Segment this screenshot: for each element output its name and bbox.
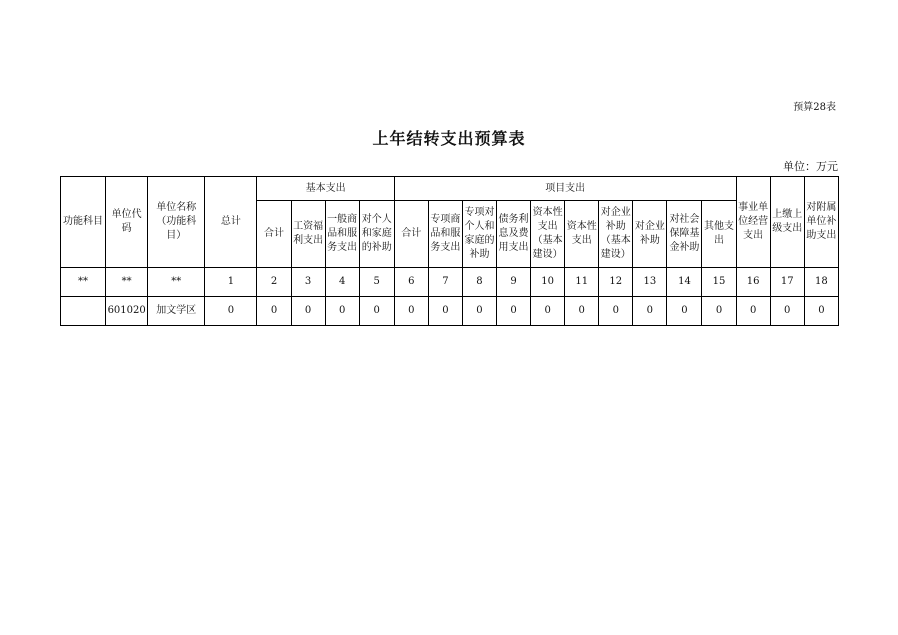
- cell-value: 0: [394, 297, 428, 326]
- page-title: 上年结转支出预算表: [372, 129, 526, 148]
- numbering-cell: 12: [599, 268, 633, 297]
- numbering-cell: 3: [291, 268, 325, 297]
- header-business-expense: 事业单位经营支出: [736, 177, 770, 268]
- cell-value: 0: [633, 297, 667, 326]
- header-project-capital-construction: 资本性支出（基本建设）: [531, 201, 565, 268]
- form-number: 预算28表: [793, 102, 836, 113]
- budget-table: [60, 176, 839, 326]
- cell-value: 0: [599, 297, 633, 326]
- numbering-cell: 16: [736, 268, 770, 297]
- header-basic-total: 合计: [257, 201, 291, 268]
- cell-value: 0: [205, 297, 257, 326]
- numbering-cell: 13: [633, 268, 667, 297]
- numbering-cell: 6: [394, 268, 428, 297]
- header-project-individual: 专项对个人和家庭的补助: [462, 201, 496, 268]
- numbering-cell: 2: [257, 268, 291, 297]
- numbering-cell: 4: [325, 268, 359, 297]
- numbering-cell: **: [148, 268, 205, 297]
- numbering-cell: 1: [205, 268, 257, 297]
- header-basic-goods: 一般商品和服务支出: [325, 201, 359, 268]
- numbering-cell: 8: [462, 268, 496, 297]
- numbering-cell: 7: [428, 268, 462, 297]
- table-row: [61, 297, 839, 326]
- header-basic-group: 基本支出: [257, 177, 394, 201]
- header-unit-name: 单位名称（功能科目）: [148, 177, 205, 268]
- cell-value: 0: [428, 297, 462, 326]
- cell-value: 0: [531, 297, 565, 326]
- header-basic-individual: 对个人和家庭的补助: [359, 201, 394, 268]
- header-project-other: 其他支出: [702, 201, 736, 268]
- cell-value: 0: [702, 297, 736, 326]
- cell-unit-name: 加文学区: [148, 297, 205, 326]
- header-project-goods: 专项商品和服务支出: [428, 201, 462, 268]
- numbering-row: [61, 268, 839, 297]
- cell-value: 0: [257, 297, 291, 326]
- header-project-total: 合计: [394, 201, 428, 268]
- numbering-cell: 11: [565, 268, 599, 297]
- cell-value: 0: [804, 297, 838, 326]
- numbering-cell: 10: [531, 268, 565, 297]
- header-basic-wages: 工资福利支出: [291, 201, 325, 268]
- numbering-cell: 9: [497, 268, 531, 297]
- header-project-debt: 债务利息及费用支出: [497, 201, 531, 268]
- cell-unit-code: 601020: [106, 297, 148, 326]
- numbering-cell: 18: [804, 268, 838, 297]
- header-subsidiary-subsidy: 对附属单位补助支出: [804, 177, 838, 268]
- header-func-subject: 功能科目: [61, 177, 106, 268]
- cell-value: 0: [667, 297, 702, 326]
- unit-label: 单位：万元: [783, 160, 838, 173]
- header-project-enterprise: 对企业补助: [633, 201, 667, 268]
- header-unit-code: 单位代码: [106, 177, 148, 268]
- cell-value: 0: [497, 297, 531, 326]
- numbering-cell: 14: [667, 268, 702, 297]
- numbering-cell: 15: [702, 268, 736, 297]
- numbering-cell: **: [106, 268, 148, 297]
- header-remit-superior: 上缴上级支出: [770, 177, 804, 268]
- cell-value: 0: [736, 297, 770, 326]
- cell-value: 0: [462, 297, 496, 326]
- numbering-cell: **: [61, 268, 106, 297]
- cell-value: 0: [291, 297, 325, 326]
- header-project-capital: 资本性支出: [565, 201, 599, 268]
- header-project-group: 项目支出: [394, 177, 736, 201]
- cell-value: 0: [359, 297, 394, 326]
- numbering-cell: 5: [359, 268, 394, 297]
- header-project-enterprise-construction: 对企业补助（基本建设）: [599, 201, 633, 268]
- cell-value: 0: [325, 297, 359, 326]
- cell-value: 0: [565, 297, 599, 326]
- cell-value: 0: [770, 297, 804, 326]
- header-total: 总计: [205, 177, 257, 268]
- numbering-cell: 17: [770, 268, 804, 297]
- header-project-social-security: 对社会保障基金补助: [667, 201, 702, 268]
- cell-func-subject: [61, 297, 106, 326]
